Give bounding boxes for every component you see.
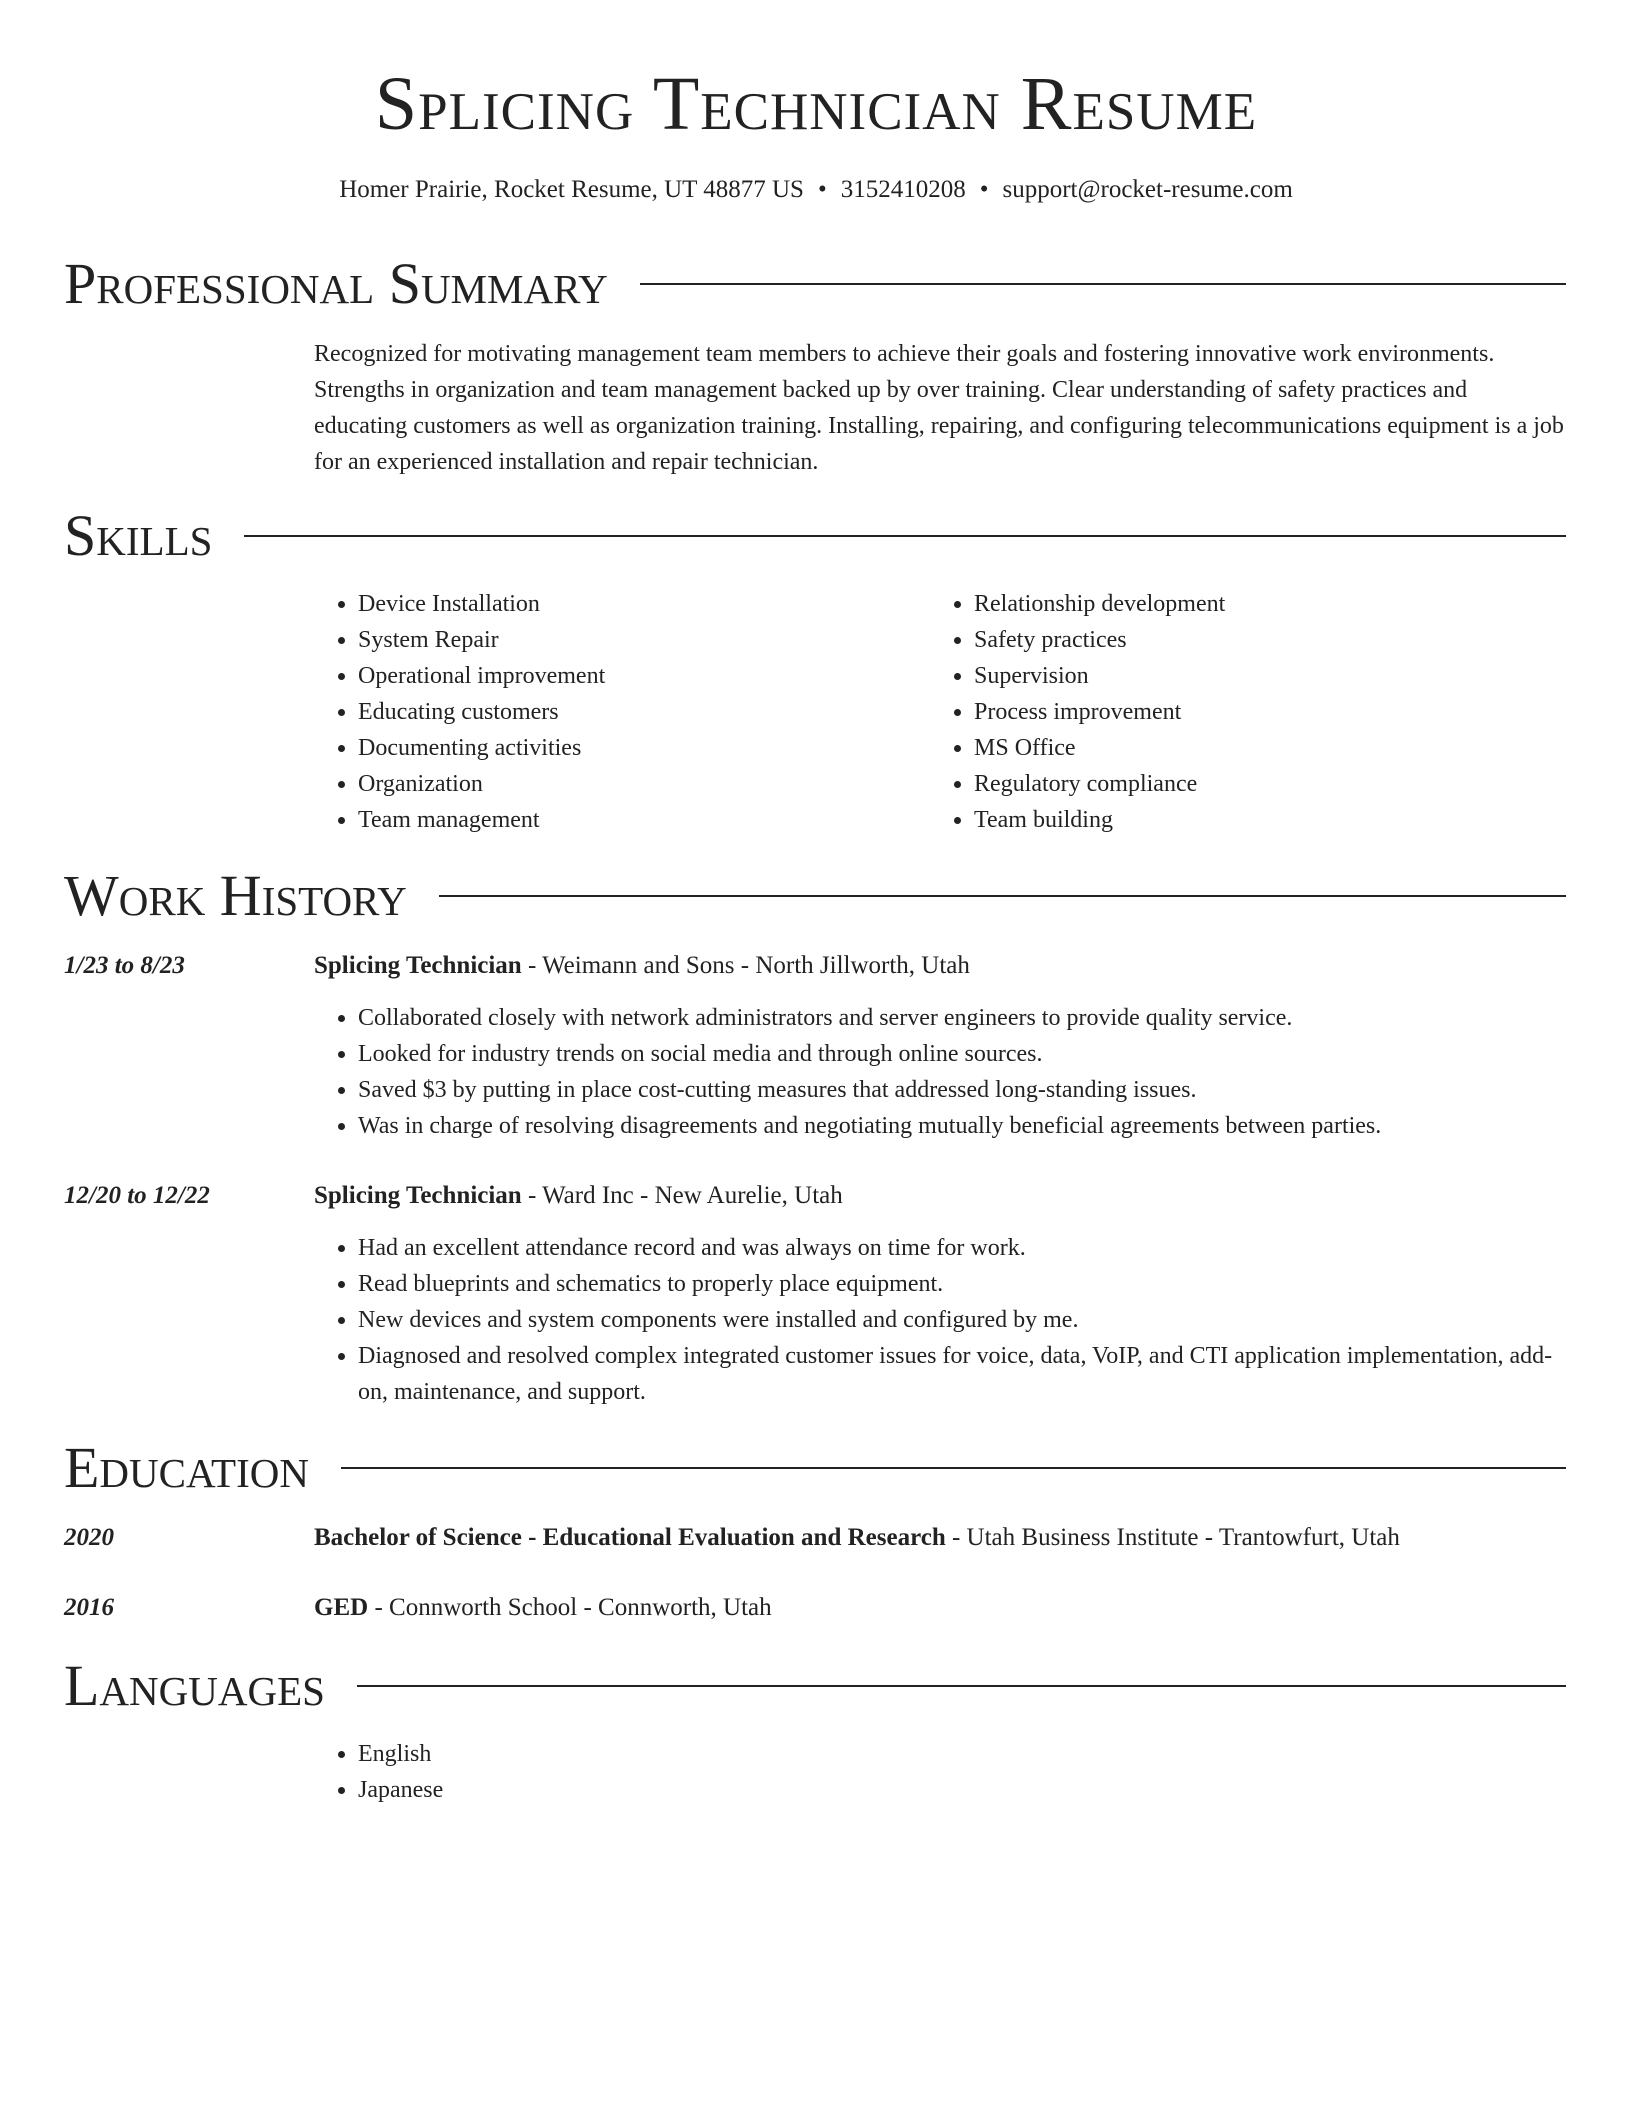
- skill-item: • MS Office: [974, 730, 1546, 766]
- contact-line: [0, 174, 1632, 206]
- skill-item: • Organization: [358, 766, 930, 802]
- skills-lists: [314, 586, 1566, 838]
- skill-item: • System Repair: [358, 622, 930, 658]
- education-degree: Bachelor of Science - Educational Evaluation and Research: [314, 1524, 946, 1551]
- job-bullet: • Was in charge of resolving disagreements and negotiating mutually beneficial agreements between parties.: [358, 1108, 1566, 1144]
- skill-item: • Educating customers: [358, 694, 930, 730]
- languages-section-header: [64, 1654, 1566, 1718]
- education-school: - Connworth School - Connworth, Utah: [368, 1594, 772, 1621]
- contact-phone: 3152410208: [840, 176, 966, 203]
- language-item: • English: [358, 1736, 1566, 1772]
- job-company: - Weimann and Sons - North Jillworth, Utah: [521, 952, 970, 979]
- job-bullet: • New devices and system components were installed and configured by me.: [358, 1302, 1566, 1338]
- education-header: [314, 1522, 1566, 1554]
- section-divider: [640, 283, 1566, 285]
- contact-email: support@rocket-resume.com: [1002, 176, 1293, 203]
- work-section-header: [64, 864, 1566, 928]
- contact-separator: •: [817, 176, 827, 203]
- skills-section-header: [64, 504, 1566, 568]
- section-divider: [244, 535, 1566, 537]
- section-divider: [341, 1467, 1566, 1469]
- skill-item: • Documenting activities: [358, 730, 930, 766]
- skill-item: • Relationship development: [974, 586, 1546, 622]
- job-title: Splicing Technician: [314, 952, 522, 979]
- resume-title: Splicing Technician Resume: [374, 62, 1258, 146]
- skill-item: • Team management: [358, 802, 930, 838]
- languages-heading: Languages: [64, 1653, 325, 1718]
- job-bullet: • Collaborated closely with network administrators and server engineers to provide quality service.: [358, 1000, 1566, 1036]
- skill-item: • Device Installation: [358, 586, 930, 622]
- work-heading: Work History: [64, 863, 407, 928]
- skill-item: • Safety practices: [974, 622, 1546, 658]
- skill-item: • Process improvement: [974, 694, 1546, 730]
- skills-list-right: [930, 586, 1546, 838]
- summary-heading: Professional Summary: [64, 251, 608, 316]
- education-header: [314, 1592, 1566, 1624]
- summary-text: Recognized for motivating management team members to achieve their goals and fostering innovative work environments. Strengths in organization and team management backed up by over training. Clear understanding of safety practices and educating customers as well as organization training. Installing, repairing, and configuring telecommunications equipment is a job for an experienced installation and repair technician.: [314, 341, 1564, 475]
- skill-item: • Regulatory compliance: [974, 766, 1546, 802]
- job-bullet: • Diagnosed and resolved complex integrated customer issues for voice, data, VoIP, and CTI application implementation, add-on, maintenance, and support.: [358, 1338, 1566, 1410]
- contact-separator: •: [979, 176, 989, 203]
- skill-item: • Team building: [974, 802, 1546, 838]
- skill-item: • Operational improvement: [358, 658, 930, 694]
- job-company: - Ward Inc - New Aurelie, Utah: [521, 1182, 843, 1209]
- skills-list-left: [314, 586, 930, 838]
- education-degree: GED: [314, 1594, 369, 1621]
- education-date: 2016: [64, 1594, 114, 1621]
- job-date: 1/23 to 8/23: [64, 952, 185, 979]
- languages-block: [314, 1736, 1566, 1808]
- section-divider: [439, 895, 1566, 897]
- job-title: Splicing Technician: [314, 1182, 522, 1209]
- job-bullet: • Read blueprints and schematics to properly place equipment.: [358, 1266, 1566, 1302]
- education-school: - Utah Business Institute - Trantowfurt, Utah: [945, 1524, 1400, 1551]
- job-bullets: [314, 1230, 1566, 1410]
- job-date: 12/20 to 12/22: [64, 1182, 210, 1209]
- contact-address: Homer Prairie, Rocket Resume, UT 48877 US: [339, 176, 804, 203]
- education-date: 2020: [64, 1524, 114, 1551]
- skill-item: • Supervision: [974, 658, 1546, 694]
- education-section-header: [64, 1436, 1566, 1500]
- education-heading: Education: [64, 1435, 309, 1500]
- skills-heading: Skills: [64, 503, 213, 568]
- language-item: • Japanese: [358, 1772, 1566, 1808]
- languages-list: [314, 1736, 1566, 1808]
- summary-section-header: [64, 252, 1566, 316]
- job-bullet: • Looked for industry trends on social media and through online sources.: [358, 1036, 1566, 1072]
- job-header: [314, 1180, 1566, 1212]
- job-bullets: [314, 1000, 1566, 1144]
- job-bullet: • Saved $3 by putting in place cost-cutting measures that addressed long-standing issues.: [358, 1072, 1566, 1108]
- job-bullet: • Had an excellent attendance record and was always on time for work.: [358, 1230, 1566, 1266]
- section-divider: [357, 1685, 1566, 1687]
- job-header: [314, 950, 1566, 982]
